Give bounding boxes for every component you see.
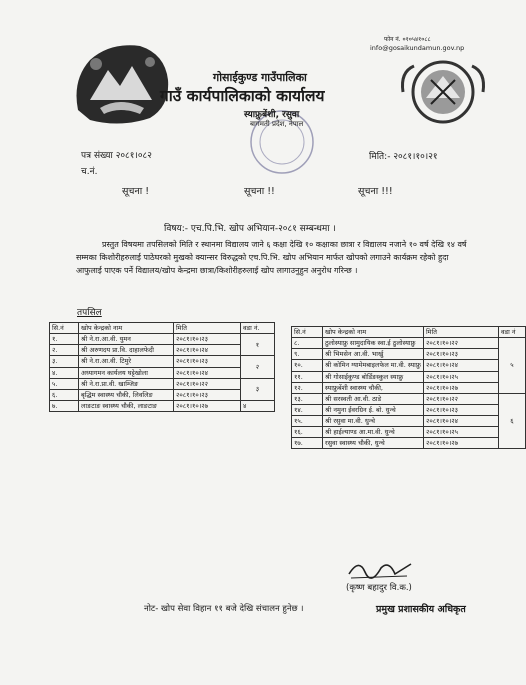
office-title: गाउँ कार्यपालिकाको कार्यालय <box>160 87 325 105</box>
cell-date: २०८१।१०।२२ <box>424 393 499 404</box>
email-address: info@gosaikundamun.gov.np <box>370 44 465 52</box>
cell-name: श्री ने.रा.आ.वी. युमन <box>79 334 174 345</box>
table-row <box>292 427 526 438</box>
table-row <box>292 382 526 393</box>
cell-date: २०८१।१०।२७ <box>424 382 499 393</box>
cell-date: २०८१।१०।२५ <box>424 371 499 382</box>
cell-name: श्री सरस्वती आ.वी. ठाडे <box>323 393 424 404</box>
notice-heading-3: सूचना !!! <box>358 186 393 197</box>
cell-name: श्री कोमिन ग्यामेमबाइलफेल मा.वी. स्याफ्रु <box>323 360 424 371</box>
cell-date: २०८१।१०।२२ <box>174 378 241 389</box>
cell-sn: १०. <box>292 360 323 371</box>
cell-sn: १७. <box>292 438 323 449</box>
letter-date: मिति:- २०८१।१०।२१ <box>369 152 438 162</box>
table-row <box>292 438 526 449</box>
municipality-emblem-logo <box>398 58 488 126</box>
cell-date: २०८१।१०।२५ <box>424 427 499 438</box>
cell-name: श्री अरुणदय प्रा.वि. दाहालफेदी <box>79 345 174 356</box>
cell-sn: १. <box>50 334 79 345</box>
cell-date: २०८१।१०।२४ <box>174 367 241 378</box>
col-header-date: मिति <box>424 327 499 338</box>
cell-date: २०८१।१०।२३ <box>174 334 241 345</box>
tapsil-heading: तपसिल <box>77 308 102 318</box>
cell-date: २०८१।१०।२७ <box>424 438 499 449</box>
office-province: बागमती प्रदेश, नेपाल <box>250 120 304 128</box>
cell-name: लाङटाङ स्वास्थ्य चौकी, लाङटाङ <box>79 400 174 411</box>
cell-name: अध्यागमन कार्यलय घट्टेखोला <box>79 367 174 378</box>
signatory-name: (कृष्ण बहादुर वि.क.) <box>346 583 412 593</box>
table-row <box>50 334 275 345</box>
cell-name: बृद्धिम स्वास्थ्य चौकी, लिवलिङ <box>79 389 174 400</box>
handwritten-signature <box>345 556 415 582</box>
cell-ward: ५ <box>499 338 526 394</box>
cell-date: २०८१।१०।२४ <box>424 360 499 371</box>
cell-sn: ८. <box>292 338 323 349</box>
cell-name: स्याफ्रुबेंशी स्वास्थ्य चौकी, <box>323 382 424 393</box>
cell-ward: १ <box>241 334 275 356</box>
col-header-name: खोप केन्द्रको नाम <box>79 323 174 334</box>
notice-heading-1: सूचना ! <box>122 186 150 197</box>
cell-sn: १३. <box>292 393 323 404</box>
cell-name: श्री भिमसेन आ.वी. भार्खु <box>323 349 424 360</box>
cell-sn: ११. <box>292 371 323 382</box>
notice-heading-2: सूचना !! <box>244 186 275 197</box>
table-row <box>50 356 275 367</box>
office-place: स्याफ्रुबेंशी, रसुवा <box>244 110 300 120</box>
municipality-name: गोसाईकुण्ड गाउँपालिका <box>213 71 307 84</box>
cell-ward: २ <box>241 356 275 378</box>
right-vaccination-table <box>291 326 526 449</box>
cell-sn: १२. <box>292 382 323 393</box>
table-row <box>292 360 526 371</box>
cell-sn: २. <box>50 345 79 356</box>
cell-sn: ७. <box>50 400 79 411</box>
cell-date: २०८१।१०।२३ <box>424 404 499 415</box>
cell-name: श्री रसुवा मा.वी. धुन्चे <box>323 416 424 427</box>
cell-name: श्री हाईल्याण्ड आ.मा.वी. धुन्चे <box>323 427 424 438</box>
table-row <box>50 378 275 389</box>
cell-sn: ९. <box>292 349 323 360</box>
cell-ward: ४ <box>241 400 275 411</box>
table-row <box>292 416 526 427</box>
cell-sn: ४. <box>50 367 79 378</box>
col-header-sn: सि.नं <box>292 327 323 338</box>
letter-body: प्रस्तुत विषयमा तपसिलको मिति र स्थानमा विद्यालय जाने ६ कक्षा देखि १० कक्षाका छात्रा र विद्यालय नजाने १० वर्ष देखि १४ वर्ष सम्मका किशोरीहरुलाई पाठेघरको मुखको क्यान्सर विरुद्धको एच.पि.भि. खोप अभियान मार्फत खोपको लगाउने कार्यक्रम रहेको हुदा आफुलाई पाएक पर्ने विद्यालय/खोप केन्द्रमा छात्रा/किशोरीहरुलाई खोप लागाउनुहुन अनुरोध गरिन्छ । <box>76 240 467 275</box>
signatory-title: प्रमुख प्रशासकीय अधिकृत <box>376 604 466 615</box>
col-header-name: खोप केन्द्रको नाम <box>323 327 424 338</box>
table-row <box>50 400 275 411</box>
col-header-ward: वडा नं. <box>241 323 275 334</box>
table-row <box>292 371 526 382</box>
table-row <box>292 393 526 404</box>
table-row <box>292 338 526 349</box>
cell-name: श्री नमुना ईवरग्रिन ई. बो. धुन्चे <box>323 404 424 415</box>
cell-date: २०८१।१०।२७ <box>174 400 241 411</box>
cell-sn: ३. <box>50 356 79 367</box>
cell-name: श्री ने.रा.प्रा.वी. खाम्जिङ <box>79 378 174 389</box>
cell-sn: १६. <box>292 427 323 438</box>
table-row <box>292 349 526 360</box>
cell-date: २०८१।१०।२३ <box>424 349 499 360</box>
col-header-ward: वडा नं <box>499 327 526 338</box>
reference-number: पत्र संख्या २०८१।०८२ <box>81 151 152 161</box>
cell-sn: ६. <box>50 389 79 400</box>
cell-ward: ३ <box>241 378 275 400</box>
cell-date: २०८१।१०।२४ <box>424 416 499 427</box>
cell-ward: ६ <box>499 393 526 449</box>
cell-name: श्री ने.रा.आ.वी. टिमुरे <box>79 356 174 367</box>
letter-subject: विषय:- एच.पि.भि. खोप अभियान-२०८१ सम्बन्धमा । <box>164 224 336 234</box>
cell-date: २०८१।१०।२४ <box>174 345 241 356</box>
cell-name: ठुलोस्याफ्रु सामुदायिक स्वा.ई ठुलोस्याफ्रु <box>323 338 424 349</box>
table-row <box>292 404 526 415</box>
cell-sn: १५. <box>292 416 323 427</box>
nepal-emblem-logo <box>70 40 172 128</box>
cell-name: श्री गोसाईकुण्ड बोर्डिङस्कुल स्याफ्रु <box>323 371 424 382</box>
footer-note: नोट- खोप सेवा विहान ११ बजे देखि संचालन हुनेछ । <box>144 604 304 614</box>
cell-name: रसुवा स्वास्थ्य चौकी, धुन्चे <box>323 438 424 449</box>
phone-number: फोन नं. ०१०५४१०८८ <box>384 36 431 43</box>
cell-sn: ५. <box>50 378 79 389</box>
left-vaccination-table <box>49 322 275 412</box>
cell-sn: १४. <box>292 404 323 415</box>
cell-date: २०८१।१०।२३ <box>174 356 241 367</box>
cell-date: २०८१।१०।२२ <box>424 338 499 349</box>
col-header-date: मिति <box>174 323 241 334</box>
dispatch-number: च.नं. <box>81 167 98 177</box>
col-header-sn: सि.नं <box>50 323 79 334</box>
cell-date: २०८१।१०।२३ <box>174 389 241 400</box>
